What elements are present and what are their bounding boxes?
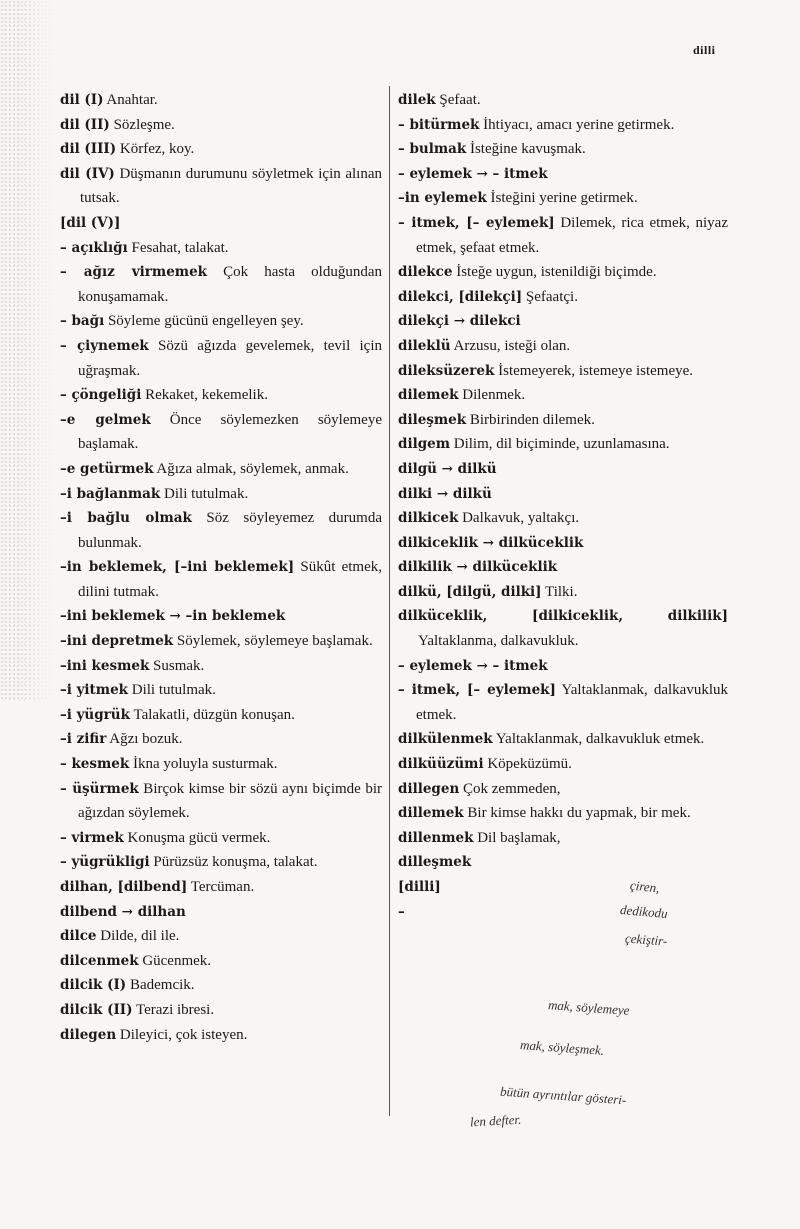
definition: Ağzı bozuk. bbox=[106, 731, 183, 748]
sub-entry bbox=[60, 703, 382, 728]
headword: –in beklemek, [–ini beklemek] bbox=[60, 559, 295, 576]
dictionary-entry bbox=[398, 727, 728, 752]
sub-entry bbox=[60, 777, 382, 826]
right-column bbox=[398, 88, 728, 924]
margin-note: çiren, bbox=[629, 877, 661, 896]
sub-entry bbox=[398, 654, 728, 679]
dictionary-entry bbox=[398, 482, 728, 507]
dictionary-entry bbox=[398, 875, 728, 900]
definition: Fesahat, talakat. bbox=[127, 239, 229, 256]
definition: Söylemek, söylemeye başlamak. bbox=[173, 633, 373, 650]
headword: dilekce bbox=[398, 264, 453, 281]
sub-entry bbox=[60, 482, 382, 507]
headword: – bitürmek bbox=[398, 116, 480, 133]
headword: dilküüzümi bbox=[398, 756, 484, 773]
definition: Yaltaklanmak, dalkavukluk etmek. bbox=[416, 682, 729, 723]
sub-entry bbox=[60, 309, 382, 334]
headword: dilküceklik, [dilkiceklik, dilkilik] bbox=[398, 608, 728, 625]
sub-entry bbox=[60, 236, 382, 261]
dictionary-entry bbox=[60, 998, 382, 1023]
dictionary-entry bbox=[398, 334, 728, 359]
headword: – çöngeliği bbox=[60, 387, 142, 404]
definition: Anahtar. bbox=[103, 92, 158, 108]
definition: Sözleşme. bbox=[109, 116, 175, 133]
dictionary-entry bbox=[398, 506, 728, 531]
headword: dilkü, [dilgü, dilki] bbox=[398, 583, 542, 600]
headword: dilkülenmek bbox=[398, 731, 493, 748]
headword: dil (I) bbox=[60, 92, 104, 108]
definition: Talakatli, düzgün konuşan. bbox=[129, 706, 295, 723]
definition: İsteğini yerine getirmek. bbox=[486, 190, 638, 207]
sub-entry bbox=[60, 826, 382, 851]
dictionary-entry bbox=[398, 580, 728, 605]
headword: dilekçi → dilekci bbox=[398, 313, 521, 330]
dictionary-entry bbox=[398, 408, 728, 433]
headword: –i yitmek bbox=[60, 682, 129, 699]
definition: Yaltaklanma, dalkavukluk. bbox=[418, 633, 579, 650]
headword: dilgem bbox=[398, 436, 451, 453]
headword: – bağı bbox=[60, 313, 105, 330]
headword: dilhan, [dilbend] bbox=[60, 879, 188, 895]
definition: Bademcik. bbox=[126, 977, 195, 994]
sub-entry bbox=[60, 654, 382, 679]
definition: Söz söyleyemez durumda bulunmak. bbox=[78, 510, 382, 551]
definition: Bir kimse hakkı du yapmak, bir mek. bbox=[463, 805, 691, 822]
definition: Gücenmek. bbox=[138, 952, 212, 969]
definition: Sükût etmek, dilini tutmak. bbox=[78, 559, 382, 600]
dictionary-entry bbox=[398, 309, 728, 334]
headword: dilleşmek bbox=[398, 854, 472, 871]
headword: dilegen bbox=[60, 1026, 117, 1043]
dictionary-entry bbox=[60, 900, 382, 925]
sub-entry bbox=[60, 629, 382, 654]
margin-note: dedikodu bbox=[619, 901, 669, 922]
sub-entry bbox=[60, 457, 382, 482]
headword: dilekci, [dilekçi] bbox=[398, 288, 523, 305]
headword: dilce bbox=[60, 928, 97, 945]
headword: –i bağlu olmak bbox=[60, 510, 192, 527]
headword: – virmek bbox=[60, 829, 124, 846]
headword: – çiynemek bbox=[60, 337, 149, 354]
running-header: dilli bbox=[693, 43, 716, 57]
definition: İkna yoluyla susturmak. bbox=[129, 756, 278, 773]
definition: Yaltaklanmak, dalkavukluk etmek. bbox=[492, 731, 705, 748]
margin-note: mak, söyleşmek. bbox=[519, 1037, 605, 1058]
sub-entry bbox=[60, 408, 382, 457]
headword: dil (IV) bbox=[60, 165, 115, 182]
sub-entry bbox=[60, 727, 382, 752]
headword: dilemek bbox=[398, 387, 459, 404]
definition: İsteğine kavuşmak. bbox=[466, 141, 586, 158]
column-divider bbox=[389, 86, 390, 1116]
margin-note: len defter. bbox=[469, 1111, 522, 1130]
sub-entry bbox=[398, 162, 728, 187]
definition: Çok zemmeden, bbox=[459, 780, 561, 797]
headword: – itmek, [– eylemek] bbox=[398, 214, 555, 231]
dictionary-entry bbox=[398, 285, 728, 310]
headword: – itmek, [– eylemek] bbox=[398, 682, 556, 699]
dictionary-entry bbox=[398, 88, 728, 113]
dictionary-entry bbox=[60, 875, 382, 900]
sub-entry bbox=[398, 211, 728, 260]
sub-entry bbox=[398, 678, 728, 727]
dictionary-entry bbox=[398, 752, 728, 777]
headword: dilkilik → dilküceklik bbox=[398, 559, 558, 576]
sub-entry bbox=[60, 555, 382, 604]
definition: Dilemek, rica etmek, niyaz etmek, şefaat etmek. bbox=[416, 214, 729, 256]
definition: Dilenmek. bbox=[458, 387, 526, 404]
headword: – ağız virmemek bbox=[60, 264, 208, 281]
margin-note: mak, söylemeye bbox=[547, 997, 631, 1018]
headword: –e gelmek bbox=[60, 411, 151, 428]
sub-entry bbox=[398, 900, 728, 925]
headword: [dil (V)] bbox=[60, 214, 121, 231]
headword: dilkicek bbox=[398, 510, 459, 527]
dictionary-entry bbox=[60, 113, 382, 138]
headword: dil (II) bbox=[60, 116, 110, 133]
definition: Rekaket, kekemelik. bbox=[141, 387, 268, 404]
sub-entry bbox=[60, 604, 382, 629]
sub-entry bbox=[60, 506, 382, 555]
dictionary-entry bbox=[398, 359, 728, 384]
definition: Dili tutulmak. bbox=[160, 485, 249, 502]
definition: Şefaatçi. bbox=[522, 288, 578, 305]
headword: – eylemek → – itmek bbox=[398, 657, 548, 674]
dictionary-entry bbox=[398, 555, 728, 580]
sub-entry bbox=[398, 113, 728, 138]
definition: Birçok kimse bir sözü aynı biçimde bir ağızdan söylemek. bbox=[78, 780, 382, 822]
dictionary-entry bbox=[60, 88, 382, 113]
left-column bbox=[60, 88, 382, 1047]
definition: Dilim, dil biçiminde, uzunlamasına. bbox=[450, 436, 670, 453]
definition: Köpeküzümü. bbox=[483, 756, 572, 773]
definition: Birbirinden dilemek. bbox=[466, 411, 595, 428]
sub-entry bbox=[60, 678, 382, 703]
sub-entry bbox=[60, 334, 382, 383]
sub-entry bbox=[60, 383, 382, 408]
dictionary-entry bbox=[398, 777, 728, 802]
headword: dileklü bbox=[398, 337, 451, 354]
dictionary-entry bbox=[398, 260, 728, 285]
headword: dilki → dilkü bbox=[398, 485, 492, 502]
definition: Körfez, koy. bbox=[116, 141, 195, 158]
definition: Tilki. bbox=[541, 583, 578, 600]
dictionary-entry bbox=[60, 1023, 382, 1048]
definition: Şefaat. bbox=[435, 92, 481, 108]
dictionary-entry bbox=[60, 973, 382, 998]
definition: Dileyici, çok isteyen. bbox=[116, 1026, 248, 1043]
sub-entry bbox=[398, 186, 728, 211]
headword: – açıklığı bbox=[60, 239, 128, 256]
sub-entry bbox=[398, 137, 728, 162]
headword: –ini beklemek → –in beklemek bbox=[60, 608, 286, 625]
sub-entry bbox=[60, 850, 382, 875]
definition: Konuşma gücü vermek. bbox=[123, 829, 271, 846]
headword: – bbox=[398, 903, 405, 920]
definition: Sözü ağızda gevelemek, tevil için uğraşmak. bbox=[78, 337, 383, 379]
definition: Önce söylemezken söylemeye başlamak. bbox=[78, 411, 382, 453]
definition: Düşmanın durumunu söyletmek için alınan tutsak. bbox=[80, 165, 382, 207]
definition: Söyleme gücünü engelleyen şey. bbox=[104, 313, 304, 330]
margin-note: bütün ayrıntılar gösteri- bbox=[499, 1083, 627, 1108]
headword: –e getürmek bbox=[60, 460, 154, 477]
headword: –i yügrük bbox=[60, 706, 130, 723]
headword: dilgü → dilkü bbox=[398, 460, 497, 477]
headword: dil (III) bbox=[60, 141, 117, 158]
headword: –i bağlanmak bbox=[60, 485, 161, 502]
dictionary-entry bbox=[398, 801, 728, 826]
sub-entry bbox=[60, 752, 382, 777]
definition: Pürüzsüz konuşma, talakat. bbox=[149, 854, 318, 871]
headword: dilek bbox=[398, 92, 436, 108]
definition: İstemeyerek, istemeye istemeye. bbox=[494, 362, 694, 379]
definition: Dili tutulmak. bbox=[128, 682, 216, 699]
definition: Arzusu, isteği olan. bbox=[450, 337, 571, 354]
definition: Tercüman. bbox=[187, 879, 255, 895]
dictionary-entry bbox=[398, 604, 728, 653]
dictionary-entry bbox=[60, 924, 382, 949]
dictionary-entry bbox=[398, 457, 728, 482]
definition: Dil başlamak, bbox=[473, 829, 561, 846]
dictionary-entry bbox=[398, 432, 728, 457]
headword: dilcik (II) bbox=[60, 1001, 133, 1018]
dictionary-entry bbox=[398, 850, 728, 875]
definition: Ağıza almak, söylemek, anmak. bbox=[153, 460, 349, 477]
headword: dilcik (I) bbox=[60, 977, 127, 994]
dictionary-entry bbox=[60, 211, 382, 236]
headword: – bulmak bbox=[398, 141, 467, 158]
headword: dilbend → dilhan bbox=[60, 903, 186, 920]
dictionary-entry bbox=[60, 137, 382, 162]
headword: – kesmek bbox=[60, 756, 130, 773]
headword: dilcenmek bbox=[60, 952, 139, 969]
headword: –in eylemek bbox=[398, 190, 487, 207]
definition: Çok hasta olduğundan konuşamamak. bbox=[78, 264, 382, 305]
headword: – eylemek → – itmek bbox=[398, 165, 548, 182]
headword: dillegen bbox=[398, 780, 460, 797]
dictionary-entry bbox=[398, 826, 728, 851]
definition: Terazi ibresi. bbox=[132, 1001, 215, 1018]
dictionary-entry bbox=[398, 383, 728, 408]
headword: – üşürmek bbox=[60, 780, 139, 797]
headword: dillenmek bbox=[398, 829, 474, 846]
dictionary-entry bbox=[60, 162, 382, 211]
headword: –ini depretmek bbox=[60, 633, 174, 650]
headword: – yügrükligi bbox=[60, 854, 150, 871]
definition: Dalkavuk, yaltakçı. bbox=[458, 510, 580, 527]
headword: dileksüzerek bbox=[398, 362, 495, 379]
headword: dillemek bbox=[398, 805, 464, 822]
dictionary-entry bbox=[60, 949, 382, 974]
headword: dileşmek bbox=[398, 411, 467, 428]
headword: dilkiceklik → dilküceklik bbox=[398, 534, 584, 551]
headword: [dilli] bbox=[398, 879, 441, 895]
dictionary-entry bbox=[398, 531, 728, 556]
headword: –ini kesmek bbox=[60, 657, 150, 674]
sub-entry bbox=[60, 260, 382, 309]
margin-note: çekiştir- bbox=[624, 930, 668, 949]
definition: İsteğe uygun, istenildiği biçimde. bbox=[452, 264, 657, 281]
scan-noise bbox=[0, 0, 55, 700]
headword: –i zifir bbox=[60, 731, 107, 748]
definition: Dilde, dil ile. bbox=[96, 928, 180, 945]
definition: Susmak. bbox=[149, 657, 205, 674]
definition: İhtiyacı, amacı yerine getirmek. bbox=[479, 116, 675, 133]
